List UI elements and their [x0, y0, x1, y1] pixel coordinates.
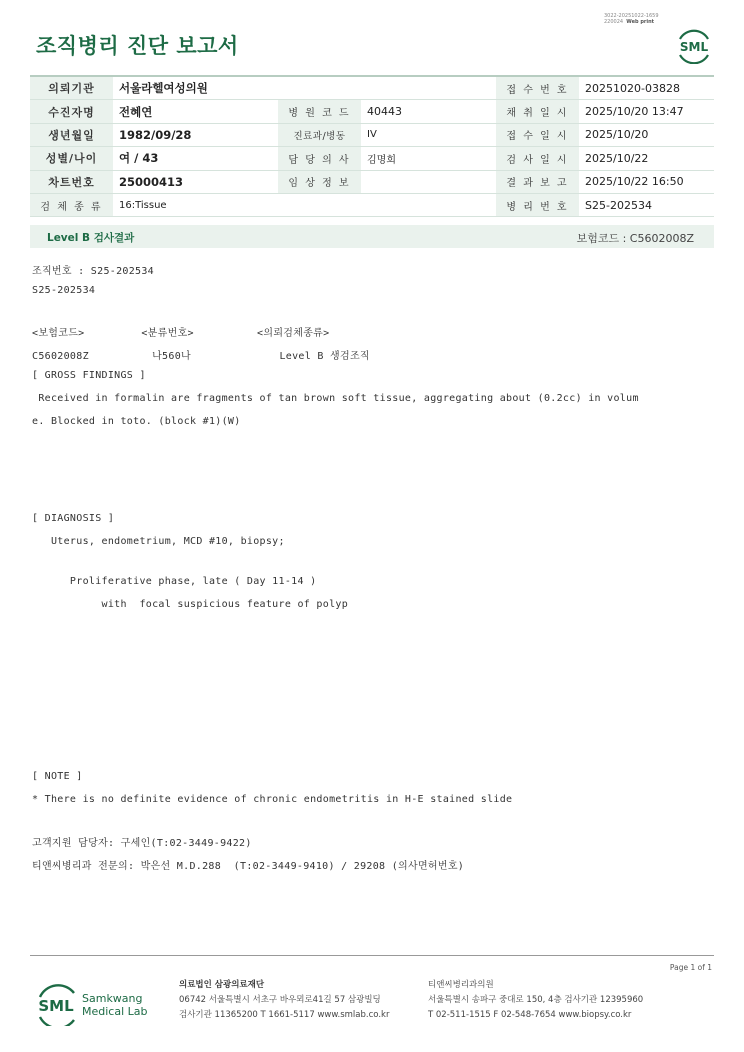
print-meta: [604, 13, 659, 25]
label-receipt-number: 접 수 번 호: [496, 76, 579, 100]
samkwang-logo-mark: SML: [38, 997, 74, 1015]
value-pathology-number: S25-202534: [579, 193, 714, 216]
page-number: Page 1 of 1: [669, 963, 712, 972]
value-receipt-number: 20251020-03828: [579, 76, 714, 100]
footer-col1-title: 의료법인 삼광의료재단: [179, 980, 265, 990]
label-sex-age: 성별/나이: [30, 147, 113, 170]
table-row: [30, 147, 714, 170]
footer-samkwang-info: [179, 978, 389, 1023]
gross-findings-line-1: Received in formalin are fragments of tan brown soft tissue, aggregating about (0.2cc) in volum: [32, 393, 639, 404]
label-test-date: 검 사 일 시: [496, 147, 579, 170]
print-meta-line1: 3022-20251022-1659: [604, 13, 659, 19]
table-row: [30, 123, 714, 146]
pathologist-signature: 티앤씨병리과 전문의: 박은선 M.D.288 (T:02-3449-9410) / 29208 (의사면허번호): [32, 861, 465, 872]
table-row: [30, 76, 714, 100]
label-clinical-info: 임 상 정 보: [278, 170, 361, 193]
gross-findings-line-2: e. Blocked in toto. (block #1)(W): [32, 416, 241, 427]
diagnosis-line-1: Uterus, endometrium, MCD #10, biopsy;: [32, 536, 285, 547]
label-result-report: 결 과 보 고: [496, 170, 579, 193]
result-level-bar: [30, 225, 714, 248]
code-column-headers: <보험코드> <분류번호> <의뢰검체종류>: [32, 328, 330, 339]
page-title: 조직병리 진단 보고서: [36, 34, 239, 58]
value-clinical-info: [361, 170, 496, 193]
footer-col2-title: 티앤씨병리과의원: [428, 980, 494, 990]
footer-col2-line1: 서울특별시 송파구 중대로 150, 4층 검사기관 12395960: [428, 995, 644, 1005]
gross-findings-header: [ GROSS FINDINGS ]: [32, 370, 146, 381]
value-department-ward: IV: [361, 123, 496, 146]
label-department-ward: 진료과/병동: [278, 123, 361, 146]
value-attending-physician: 김명희: [361, 147, 496, 170]
diagnosis-line-3: with focal suspicious feature of polyp: [32, 599, 349, 610]
footer-col2-line2: T 02-511-1515 F 02-548-7654 www.biopsy.co.kr: [428, 1010, 632, 1020]
value-specimen-type: 16:Tissue: [113, 193, 496, 216]
note-line-1: * There is no definite evidence of chronic endometritis in H-E stained slide: [32, 794, 513, 805]
label-collection-datetime: 채 취 일 시: [496, 100, 579, 123]
value-receipt-date: 2025/10/20: [579, 123, 714, 146]
level-b-title: Level B 검사결과: [47, 232, 135, 244]
value-patient-name: 전혜연: [113, 100, 278, 123]
label-birth-date: 생년월일: [30, 123, 113, 146]
tissue-number-2: S25-202534: [32, 285, 96, 296]
value-sex-age: 여 / 43: [113, 147, 278, 170]
sml-logo-text: SML: [679, 40, 709, 54]
table-row: [30, 170, 714, 193]
value-requesting-institution: 서울라헬여성의원: [113, 76, 496, 100]
value-hospital-code: 40443: [361, 100, 496, 123]
tissue-number: 조직번호 : S25-202534: [32, 266, 155, 277]
label-chart-number: 차트번호: [30, 170, 113, 193]
table-row: [30, 100, 714, 123]
label-specimen-type: 검 체 종 류: [30, 193, 113, 216]
patient-info-table: [30, 75, 714, 217]
footer-divider: [30, 955, 714, 956]
diagnosis-line-2: Proliferative phase, late ( Day 11-14 ): [32, 576, 317, 587]
samkwang-name-2: Medical Lab: [82, 1005, 148, 1018]
diagnosis-header: [ DIAGNOSIS ]: [32, 513, 115, 524]
footer-col1-line2: 검사기관 11365200 T 1661-5117 www.smlab.co.kr: [179, 1010, 390, 1020]
value-result-report: 2025/10/22 16:50: [579, 170, 714, 193]
note-header: [ NOTE ]: [32, 771, 83, 782]
print-meta-line2: 220024: [604, 19, 624, 25]
insurance-code: 보험코드 : C5602008Z: [576, 232, 694, 245]
value-test-date: 2025/10/22: [579, 147, 714, 170]
label-hospital-code: 병 원 코 드: [278, 100, 361, 123]
table-row: [30, 193, 714, 216]
label-receipt-date: 접 수 일 시: [496, 123, 579, 146]
code-column-values: C5602008Z 나560나 Level B 생검조직: [32, 351, 370, 362]
value-birth-date: 1982/09/28: [113, 123, 278, 146]
print-meta-webprint: Web print: [626, 19, 655, 25]
footer-tnc-info: [428, 978, 643, 1023]
samkwang-name-1: Samkwang: [82, 992, 143, 1005]
samkwang-logo: [36, 980, 156, 1026]
value-chart-number: 25000413: [113, 170, 278, 193]
value-collection-datetime: 2025/10/20 13:47: [579, 100, 714, 123]
footer-col1-line1: 06742 서울특별시 서초구 바우뫼로41길 57 삼광빌딩: [179, 995, 381, 1005]
label-patient-name: 수진자명: [30, 100, 113, 123]
label-pathology-number: 병 리 번 호: [496, 193, 579, 216]
customer-support: 고객지원 담당자: 구세인(T:02-3449-9422): [32, 838, 252, 849]
sml-logo: [674, 24, 714, 64]
label-attending-physician: 담 당 의 사: [278, 147, 361, 170]
label-requesting-institution: 의뢰기관: [30, 76, 113, 100]
